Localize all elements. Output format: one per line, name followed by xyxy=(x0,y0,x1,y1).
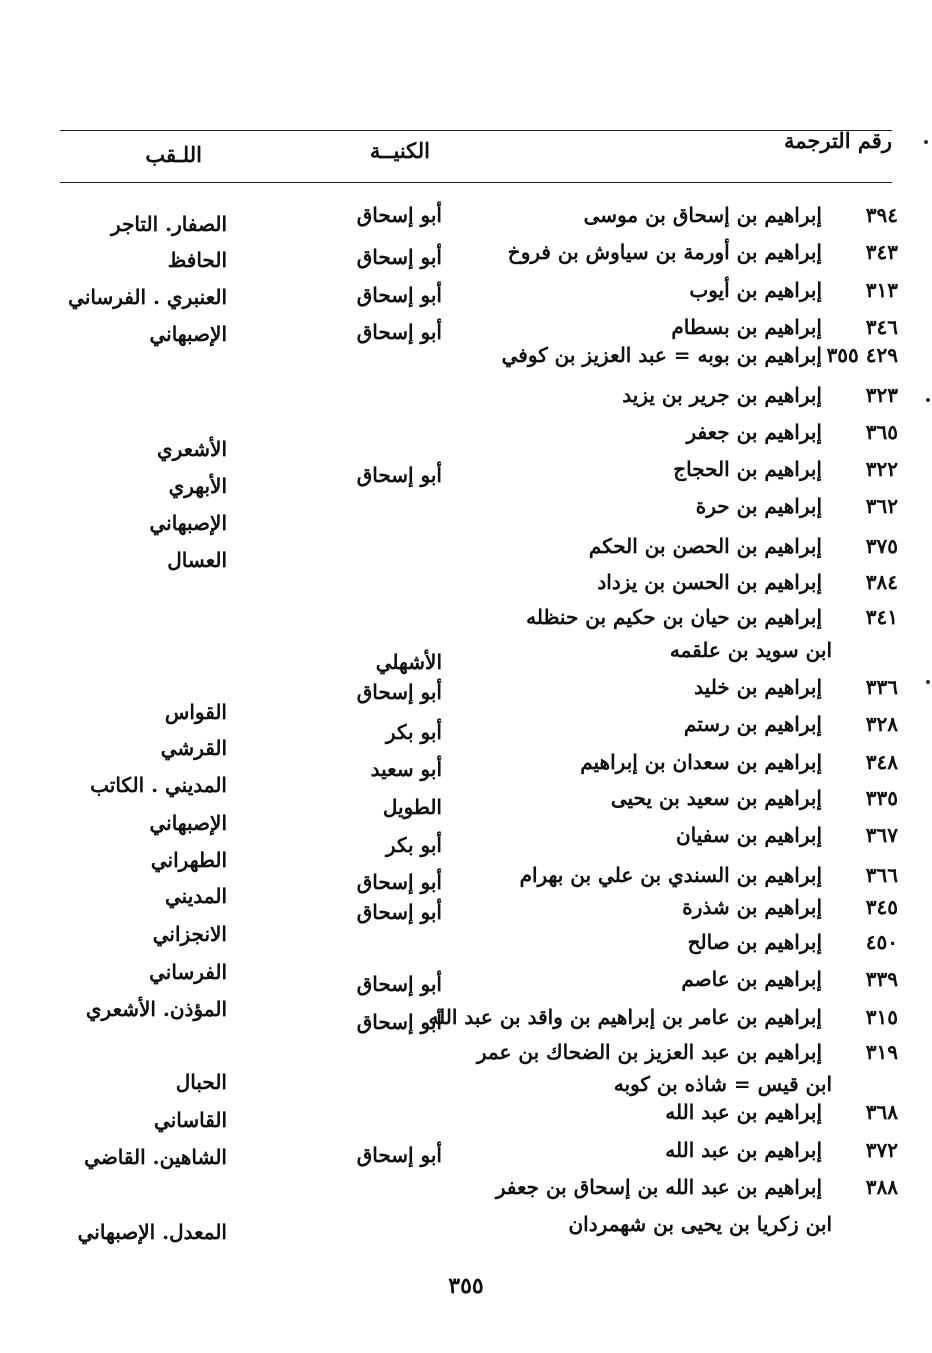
entry-name: إبراهيم بن أورمة بن سياوش بن فروخ xyxy=(507,240,822,264)
top-rule xyxy=(60,130,892,131)
entry-name: إبراهيم بن عبد الله xyxy=(665,1138,822,1162)
entry-laqab: المؤذن. الأشعري xyxy=(85,997,227,1021)
entry-number: ٤٢٩ ٣٥٥ xyxy=(826,343,898,367)
entry-name: إبراهيم بن الحسن بن يزداد xyxy=(597,570,822,594)
entry-number: ٣٣٩ xyxy=(865,967,898,991)
entry-kunya: أبو إسحاق xyxy=(356,320,442,344)
entry-number: ٣٢٨ xyxy=(865,712,898,736)
entry-kunya: أبو إسحاق xyxy=(356,203,442,227)
entry-number: ٣٨٨ xyxy=(865,1175,898,1199)
entry-name: إبراهيم بن أيوب xyxy=(689,278,822,302)
header-laqab: اللـقب xyxy=(145,142,202,167)
entry-laqab: المعدل. الإصبهاني xyxy=(77,1220,227,1244)
entry-number: ٣٢٢ xyxy=(865,457,898,481)
entry-number: ٣٢٣ xyxy=(865,383,898,407)
entry-number: ٣٦٢ xyxy=(865,494,898,518)
entry-number: ٣٦٥ xyxy=(865,420,898,444)
entry-name: إبراهيم بن بوبه = عبد العزيز بن كوفي xyxy=(501,343,822,367)
entry-name: إبراهيم بن عاصم xyxy=(681,967,822,991)
entry-name: إبراهيم بن الحجاج xyxy=(673,457,822,481)
entry-number: ٣٣٦ xyxy=(865,675,898,699)
entry-kunya: أبو إسحاق xyxy=(356,870,442,894)
margin-dot xyxy=(926,398,930,402)
entry-name: إبراهيم بن جعفر xyxy=(686,420,822,444)
entry-laqab: الانجزاني xyxy=(152,922,227,946)
entry-kunya: أبو بكر xyxy=(385,720,442,744)
header-kunya: الكنيــة xyxy=(369,138,430,163)
entry-number: ٣٩٤ xyxy=(865,203,898,227)
entry-laqab: القواس xyxy=(164,700,227,724)
entry-kunya: الأشهلي xyxy=(375,650,442,674)
entry-number: ٣١٣ xyxy=(865,278,898,302)
entry-kunya: أبو إسحاق xyxy=(356,680,442,704)
entry-name: إبراهيم بن عبد العزيز بن الضحاك بن عمر xyxy=(476,1040,822,1064)
entry-kunya: أبو إسحاق xyxy=(356,900,442,924)
entry-number: ٣٤٥ xyxy=(865,895,898,919)
entry-name-continuation: ابن زكريا بن يحيى بن شهمردان xyxy=(568,1212,832,1236)
entry-name: إبراهيم بن حيان بن حكيم بن حنظله xyxy=(526,605,822,629)
entry-name: إبراهيم بن رستم xyxy=(683,712,822,736)
entry-laqab: الأبهري xyxy=(168,474,227,498)
entry-kunya: أبو إسحاق xyxy=(356,972,442,996)
entry-laqab: القرشي xyxy=(160,736,227,760)
entry-laqab: الصفار. التاجر xyxy=(111,212,227,236)
entry-laqab: الإصبهاني xyxy=(149,322,227,346)
entry-name: إبراهيم بن جرير بن يزيد xyxy=(622,383,822,407)
entry-kunya: أبو إسحاق xyxy=(356,245,442,269)
entry-laqab: الشاهين. القاضي xyxy=(84,1145,227,1169)
entry-name: إبراهيم بن السندي بن علي بن بهرام xyxy=(519,863,822,887)
entry-kunya: أبو إسحاق xyxy=(356,283,442,307)
entry-kunya: أبو إسحاق xyxy=(356,463,442,487)
entry-laqab: الفرساني xyxy=(149,960,227,984)
entry-kunya: الطويل xyxy=(382,795,442,819)
header-number-name: رقم الترجمة xyxy=(783,128,892,153)
entry-number: ٣٨٤ xyxy=(865,570,898,594)
entry-number: ٣٧٢ xyxy=(865,1138,898,1162)
entry-number: ٣٦٦ xyxy=(865,863,898,887)
entry-name: إبراهيم بن شذرة xyxy=(682,895,822,919)
page-number: ٣٥٥ xyxy=(448,1273,484,1299)
entry-name: إبراهيم بن عامر بن إبراهيم بن واقد بن عبد الله xyxy=(428,1005,822,1029)
entry-number: ٣٤٦ xyxy=(865,315,898,339)
entry-laqab: المديني xyxy=(165,884,227,908)
margin-dot xyxy=(924,140,928,144)
margin-dot xyxy=(926,680,930,684)
entry-number: ٣٤٨ xyxy=(865,750,898,774)
entry-number: ٣٤١ xyxy=(865,605,898,629)
entry-laqab: الإصبهاني xyxy=(149,511,227,535)
entry-laqab: الحبال xyxy=(175,1070,227,1094)
entry-name: إبراهيم بن صالح xyxy=(687,930,822,954)
entry-number: ٣٣٥ xyxy=(865,786,898,810)
entry-name: إبراهيم بن بسطام xyxy=(671,315,822,339)
entry-name: إبراهيم بن عبد الله بن إسحاق بن جعفر xyxy=(495,1175,822,1199)
entry-name: إبراهيم بن سعدان بن إبراهيم xyxy=(580,750,822,774)
entry-number: ٣٤٣ xyxy=(865,240,898,264)
entry-laqab: الطهراني xyxy=(150,848,227,872)
entry-laqab: العسال xyxy=(167,548,227,572)
entry-name: إبراهيم بن سعيد بن يحيى xyxy=(610,786,822,810)
header-rule xyxy=(60,182,892,183)
entry-name-continuation: ابن سويد بن علقمه xyxy=(669,638,832,662)
entry-name: إبراهيم بن سفيان xyxy=(675,823,822,847)
entry-name: إبراهيم بن خليد xyxy=(694,675,822,699)
entry-kunya: أبو إسحاق xyxy=(356,1143,442,1167)
entry-number: ٣١٩ xyxy=(865,1040,898,1064)
entry-laqab: الحافظ xyxy=(167,248,227,272)
entry-name: إبراهيم بن الحصن بن الحكم xyxy=(588,534,822,558)
entry-kunya: أبو إسحاق xyxy=(356,1010,442,1034)
entry-number: ٣١٥ xyxy=(865,1005,898,1029)
entry-name: إبراهيم بن إسحاق بن موسى xyxy=(583,203,822,227)
entry-kunya: أبو سعيد xyxy=(370,757,442,781)
entry-number: ٤٥٠ xyxy=(865,930,898,954)
entry-kunya: أبو بكر xyxy=(385,833,442,857)
entry-laqab: المديني . الكاتب xyxy=(90,773,227,797)
entry-laqab: الإصبهاني xyxy=(149,811,227,835)
entry-name-continuation: ابن قيس = شاذه بن كوبه xyxy=(613,1072,832,1096)
entry-laqab: القاساني xyxy=(154,1108,227,1132)
entry-number: ٣٦٧ xyxy=(865,823,898,847)
entry-laqab: الأشعري xyxy=(156,437,227,461)
entry-name: إبراهيم بن عبد الله xyxy=(665,1100,822,1124)
entry-laqab: العنبري . الفرساني xyxy=(68,285,227,309)
entry-number: ٣٦٨ xyxy=(865,1100,898,1124)
entry-number: ٣٧٥ xyxy=(865,534,898,558)
entry-name: إبراهيم بن حرة xyxy=(695,494,822,518)
